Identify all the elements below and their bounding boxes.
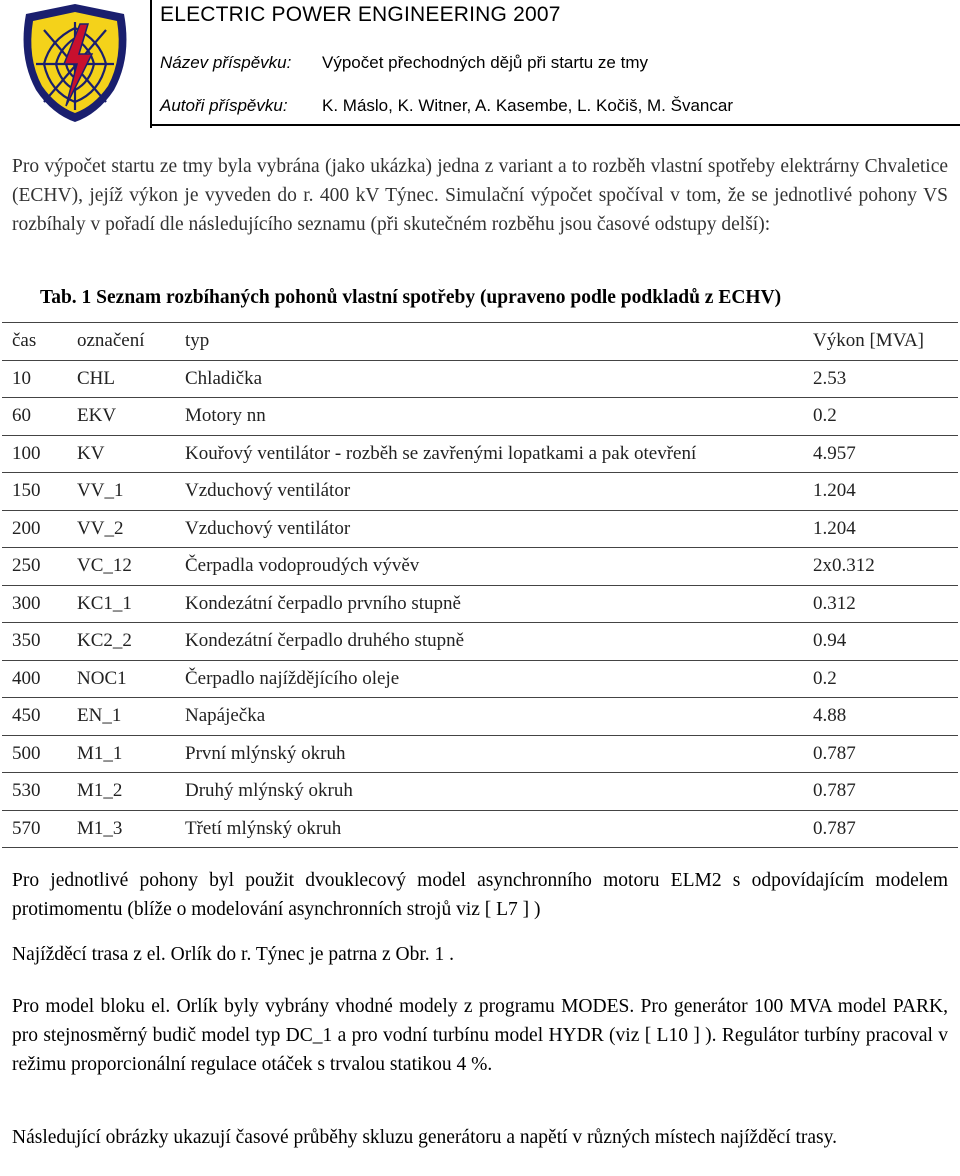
cell-power: 0.787 [803, 810, 958, 848]
cell-type: Třetí mlýnský okruh [175, 810, 803, 848]
cell-power: 0.2 [803, 660, 958, 698]
page-header [0, 0, 960, 128]
cell-power: 1.204 [803, 473, 958, 511]
cell-type: Čerpadla vodoproudých vývěv [175, 548, 803, 586]
cell-id: VV_1 [67, 473, 175, 511]
conference-title: ELECTRIC POWER ENGINEERING 2007 [160, 3, 561, 26]
cell-type: Čerpadlo najíždějícího oleje [175, 660, 803, 698]
drives-table [2, 322, 958, 848]
table-header-row [2, 323, 958, 361]
cell-time: 450 [2, 698, 67, 736]
cell-id: EKV [67, 398, 175, 436]
cell-power: 4.957 [803, 435, 958, 473]
cell-type: Kondezátní čerpadlo prvního stupně [175, 585, 803, 623]
table-caption: Tab. 1 Seznam rozbíhaných pohonů vlastní spotřeby (upraveno podle podkladů z ECHV) [40, 287, 782, 308]
cell-time: 150 [2, 473, 67, 511]
cell-power: 2x0.312 [803, 548, 958, 586]
cell-type: První mlýnský okruh [175, 735, 803, 773]
cell-id: KV [67, 435, 175, 473]
cell-time: 100 [2, 435, 67, 473]
cell-power: 0.787 [803, 773, 958, 811]
cell-power: 0.2 [803, 398, 958, 436]
intro-paragraph [12, 152, 948, 239]
cell-id: CHL [67, 360, 175, 398]
cell-time: 300 [2, 585, 67, 623]
cell-type: Kouřový ventilátor - rozběh se zavřenými lopatkami a pak otevření [175, 435, 803, 473]
cell-id: EN_1 [67, 698, 175, 736]
cell-time: 350 [2, 623, 67, 661]
cell-time: 10 [2, 360, 67, 398]
table-row [2, 398, 958, 436]
intro-text-part1: Pro výpočet startu ze tmy byla vybrána (jako ukázka) jedna z variant a to rozběh vlastní spotřeby elektrárny Chvaletice (ECHV), jejíž výkon je vyveden do r. 400 kV Týnec. [12, 156, 948, 206]
authors-value: K. Máslo, K. Witner, A. Kasembe, L. Kočiš, M. Švancar [322, 96, 733, 115]
cell-id: NOC1 [67, 660, 175, 698]
header-cell-time: čas [2, 323, 67, 361]
header-divider-horizontal [150, 124, 960, 126]
cell-id: M1_1 [67, 735, 175, 773]
cell-power: 0.312 [803, 585, 958, 623]
table-row [2, 810, 958, 848]
cell-id: KC1_1 [67, 585, 175, 623]
cell-time: 60 [2, 398, 67, 436]
cell-power: 0.94 [803, 623, 958, 661]
table-row [2, 735, 958, 773]
cell-power: 0.787 [803, 735, 958, 773]
paper-title-label: Název příspěvku: [160, 53, 292, 72]
header-cell-type: typ [175, 323, 803, 361]
cell-type: Motory nn [175, 398, 803, 436]
cell-time: 250 [2, 548, 67, 586]
cell-id: VC_12 [67, 548, 175, 586]
figures-paragraph: Následující obrázky ukazují časové průběhy skluzu generátoru a napětí v různých místech najížděcí trasy. [12, 1127, 838, 1148]
cell-id: M1_2 [67, 773, 175, 811]
table-row [2, 548, 958, 586]
cell-type: Napáječka [175, 698, 803, 736]
motor-model-paragraph: Pro jednotlivé pohony byl použit dvouklecový model asynchronního motoru ELM2 s odpovídajícím modelem protimomentu (blíže o modelování asynchronních strojů viz [ L7 ] ) [12, 870, 948, 920]
cell-power: 2.53 [803, 360, 958, 398]
cell-power: 1.204 [803, 510, 958, 548]
cell-time: 530 [2, 773, 67, 811]
table-row [2, 698, 958, 736]
cell-time: 500 [2, 735, 67, 773]
table-row [2, 623, 958, 661]
authors-label: Autoři příspěvku: [160, 96, 288, 115]
cell-type: Chladička [175, 360, 803, 398]
cell-time: 200 [2, 510, 67, 548]
cell-type: Kondezátní čerpadlo druhého stupně [175, 623, 803, 661]
header-cell-id: označení [67, 323, 175, 361]
cell-type: Vzduchový ventilátor [175, 510, 803, 548]
table-row [2, 435, 958, 473]
table-row [2, 660, 958, 698]
cell-id: VV_2 [67, 510, 175, 548]
conference-logo-shield-icon [14, 2, 136, 124]
paper-title-value: Výpočet přechodných dějů při startu ze tmy [322, 53, 648, 72]
cell-type: Vzduchový ventilátor [175, 473, 803, 511]
cell-type: Druhý mlýnský okruh [175, 773, 803, 811]
header-divider-vertical [150, 0, 152, 128]
table-row [2, 510, 958, 548]
table-row [2, 360, 958, 398]
cell-id: KC2_2 [67, 623, 175, 661]
cell-power: 4.88 [803, 698, 958, 736]
cell-time: 400 [2, 660, 67, 698]
table-row [2, 473, 958, 511]
cell-time: 570 [2, 810, 67, 848]
header-cell-power: Výkon [MVA] [803, 323, 958, 361]
cell-id: M1_3 [67, 810, 175, 848]
block-model-paragraph: Pro model bloku el. Orlík byly vybrány vhodné modely z programu MODES. Pro generátor 100 MVA model PARK, pro stejnosměrný budič model typ DC_1 a pro vodní turbínu model HYDR (viz [ L10 ] ). Regulátor turbíny pracoval v režimu proporcionální regulace otáček s trvalou statikou 4 %. [12, 996, 948, 1075]
intro-text-part2: Simulační výpočet spočíval v tom, že se jednotlivé pohony VS rozbíhaly v pořadí dle následujícího seznamu (při skutečném rozběhu jsou časové odstupy delší): [12, 185, 949, 235]
route-paragraph: Najížděcí trasa z el. Orlík do r. Týnec je patrna z Obr. 1 . [12, 944, 455, 965]
table-row [2, 585, 958, 623]
table-row [2, 773, 958, 811]
